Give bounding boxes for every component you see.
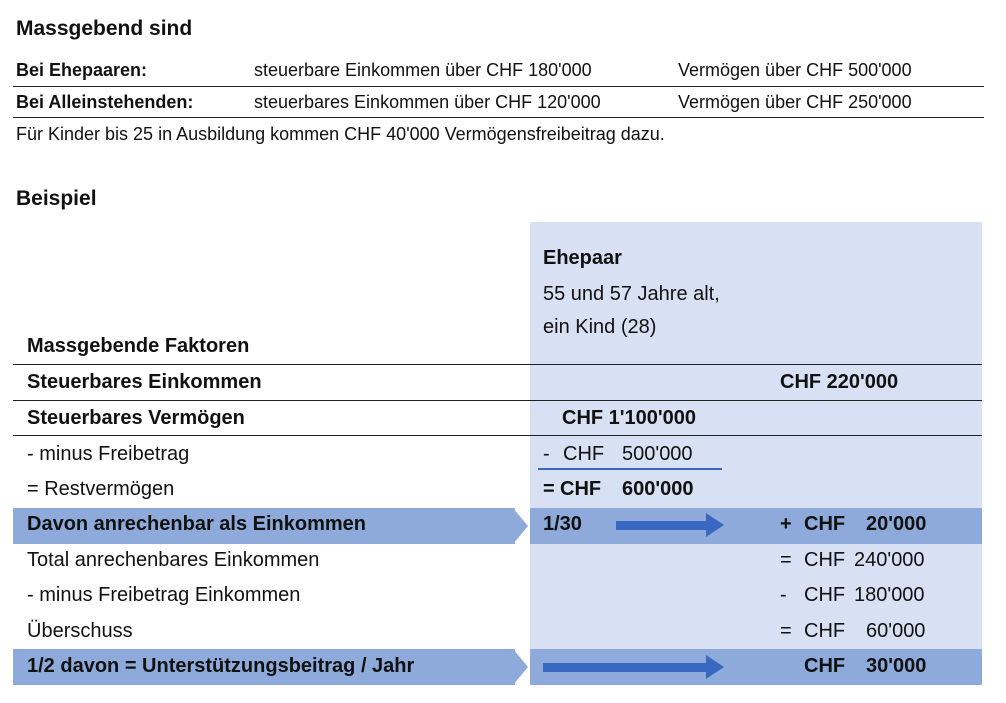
criteria-income-couples: steuerbare Einkommen über CHF 180'000: [254, 60, 592, 80]
highlight-band-tip: [513, 508, 528, 544]
row-value-total-income: 240'000: [854, 549, 925, 571]
row-op-income-allowance: -: [780, 584, 787, 606]
case-line-1: 55 und 57 Jahre alt,: [543, 283, 720, 305]
row-label-surplus: Überschuss: [27, 620, 133, 642]
criteria-wealth-singles: Vermögen über CHF 250'000: [678, 92, 912, 112]
case-line-2: ein Kind (28): [543, 316, 657, 338]
case-title: Ehepaar: [543, 247, 622, 269]
row-currency-minus-allowance: CHF: [563, 443, 605, 465]
row-label-taxable-income: Steuerbares Einkommen: [27, 371, 262, 393]
row-currency-total-income: CHF: [804, 549, 846, 571]
factors-label: Massgebende Faktoren: [27, 335, 250, 357]
row-currency-creditable-income: CHF: [804, 513, 846, 535]
row-currency-income-allowance: CHF: [804, 584, 846, 606]
arrow-right-icon: [706, 513, 724, 537]
arrow-right-icon: [616, 521, 708, 530]
highlight-band-tip: [513, 649, 528, 685]
criteria-title: Massgebend sind: [16, 17, 193, 40]
row-value-taxable-income: CHF 220'000: [780, 371, 899, 393]
table-divider: [13, 435, 982, 436]
subtraction-underline: [538, 468, 722, 470]
criteria-label-singles: Bei Alleinstehenden:: [16, 92, 194, 112]
row-op-minus-allowance: -: [543, 443, 550, 465]
criteria-note: Für Kinder bis 25 in Ausbildung kommen CHF 40'000 Vermögensfreibeitrag dazu.: [16, 124, 665, 144]
row-currency-support-contribution: CHF: [804, 655, 846, 677]
criteria-wealth-couples: Vermögen über CHF 500'000: [678, 60, 912, 80]
row-label-support-contribution: 1/2 davon = Unterstützungsbeitrag / Jahr: [27, 655, 415, 677]
table-divider: [13, 400, 982, 401]
row-value-support-contribution: 30'000: [866, 655, 927, 677]
arrow-right-icon: [706, 655, 724, 679]
row-label-creditable-income: Davon anrechenbar als Einkommen: [27, 513, 367, 535]
row-label-minus-allowance: - minus Freibetrag: [27, 443, 190, 465]
row-value-surplus: 60'000: [866, 620, 926, 642]
row-value-remaining-wealth: 600'000: [622, 478, 694, 500]
row-fraction-creditable-income: 1/30: [543, 513, 582, 535]
row-value-minus-allowance: 500'000: [622, 443, 693, 465]
row-currency-surplus: CHF: [804, 620, 846, 642]
row-value-income-allowance: 180'000: [854, 584, 925, 606]
criteria-income-singles: steuerbares Einkommen über CHF 120'000: [254, 92, 601, 112]
row-op-creditable-income: +: [780, 513, 792, 535]
table-divider: [13, 364, 982, 365]
criteria-divider: [13, 117, 984, 118]
row-label-total-income: Total anrechenbares Einkommen: [27, 549, 320, 571]
row-label-taxable-wealth: Steuerbares Vermögen: [27, 407, 245, 429]
row-op-total-income: =: [780, 549, 792, 571]
row-currency-remaining-wealth: CHF: [560, 478, 602, 500]
arrow-right-icon: [543, 663, 708, 672]
criteria-label-couples: Bei Ehepaaren:: [16, 60, 148, 80]
row-op-surplus: =: [780, 620, 792, 642]
row-label-remaining-wealth: = Restvermögen: [27, 478, 175, 500]
example-title: Beispiel: [16, 187, 97, 210]
criteria-divider: [13, 86, 984, 87]
row-op-remaining-wealth: =: [543, 478, 555, 500]
row-value-creditable-income: 20'000: [866, 513, 927, 535]
row-label-income-allowance: - minus Freibetrag Einkommen: [27, 584, 301, 606]
row-value-taxable-wealth: CHF 1'100'000: [562, 407, 697, 429]
